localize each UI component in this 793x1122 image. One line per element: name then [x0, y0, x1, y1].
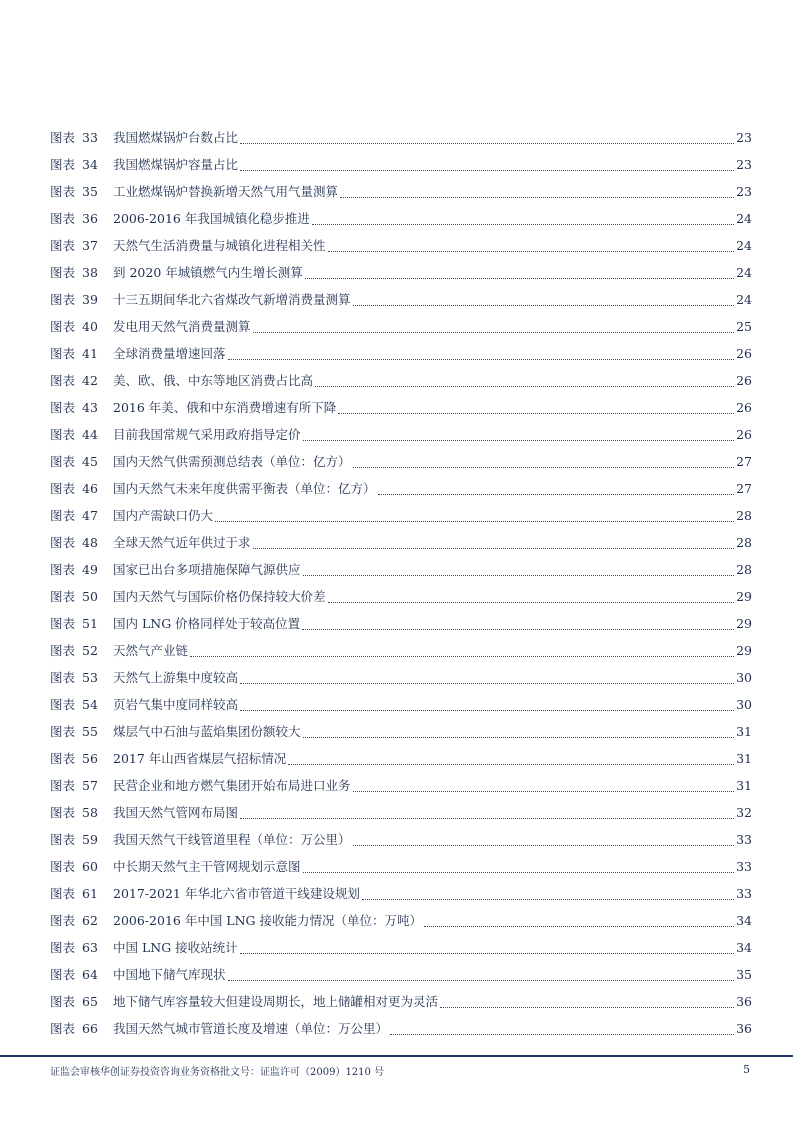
toc-entry[interactable] — [50, 826, 752, 853]
toc-entry-leader — [228, 979, 734, 981]
toc-entry-page: 23 — [736, 184, 752, 199]
toc-entry[interactable] — [50, 583, 752, 610]
toc-entry-prefix: 图表 — [50, 373, 76, 388]
toc-entry-leader — [240, 817, 734, 819]
toc-entry-prefix: 图表 — [50, 670, 76, 685]
toc-entry-leader — [440, 1006, 734, 1008]
toc-entry-leader — [303, 871, 734, 873]
toc-entry-leader — [378, 493, 734, 495]
toc-entry-number: 60 — [82, 859, 98, 874]
toc-entry-page: 25 — [736, 319, 752, 334]
toc-entry-leader — [362, 898, 734, 900]
toc-entry-title: 我国天然气干线管道里程（单位：万公里） — [113, 832, 351, 847]
toc-entry-leader — [353, 304, 734, 306]
toc-entry-prefix: 图表 — [50, 643, 76, 658]
toc-entry-number: 44 — [82, 427, 98, 442]
toc-entry-leader — [240, 682, 734, 684]
toc-entry-prefix: 图表 — [50, 562, 76, 577]
toc-entry-leader — [240, 169, 734, 171]
toc-entry-page: 24 — [736, 265, 752, 280]
toc-entry-title: 全球天然气近年供过于求 — [113, 535, 251, 550]
toc-entry-leader — [253, 547, 734, 549]
toc-entry-page: 26 — [736, 373, 752, 388]
toc-entry-page: 23 — [736, 130, 752, 145]
toc-entry-title: 2006-2016 年我国城镇化稳步推进 — [113, 211, 310, 226]
toc-entry[interactable] — [50, 772, 752, 799]
toc-entry-page: 27 — [736, 454, 752, 469]
toc-entry-prefix: 图表 — [50, 292, 76, 307]
toc-entry-page: 34 — [736, 913, 752, 928]
toc-entry-title: 我国天然气管网布局图 — [113, 805, 239, 820]
toc-entry-leader — [303, 736, 734, 738]
toc-entry-title: 我国燃煤锅炉容量占比 — [113, 157, 239, 172]
toc-entry[interactable] — [50, 259, 752, 286]
toc-entry-page: 30 — [736, 670, 752, 685]
toc-entry-page: 24 — [736, 238, 752, 253]
toc-entry-number: 58 — [82, 805, 98, 820]
toc-entry[interactable] — [50, 475, 752, 502]
toc-entry-prefix: 图表 — [50, 481, 76, 496]
toc-entry-page: 29 — [736, 589, 752, 604]
toc-entry-page: 36 — [736, 994, 752, 1009]
toc-entry[interactable] — [50, 286, 752, 313]
toc-entry[interactable] — [50, 421, 752, 448]
toc-entry[interactable] — [50, 232, 752, 259]
toc-entry-page: 35 — [736, 967, 752, 982]
toc-entry-prefix: 图表 — [50, 400, 76, 415]
toc-entry-leader — [253, 331, 734, 333]
footer-divider — [0, 1055, 793, 1057]
toc-entry-page: 33 — [736, 886, 752, 901]
toc-entry-title: 国家已出台多项措施保障气源供应 — [113, 562, 301, 577]
toc-entry-prefix: 图表 — [50, 265, 76, 280]
toc-entry-title: 2006-2016 年中国 LNG 接收能力情况（单位：万吨） — [113, 913, 422, 928]
toc-entry-number: 61 — [82, 886, 98, 901]
toc-entry[interactable] — [50, 637, 752, 664]
toc-entry-number: 35 — [82, 184, 98, 199]
toc-entry[interactable] — [50, 340, 752, 367]
toc-entry-page: 23 — [736, 157, 752, 172]
toc-entry-prefix: 图表 — [50, 184, 76, 199]
toc-entry-title: 发电用天然气消费量测算 — [113, 319, 251, 334]
toc-entry-prefix: 图表 — [50, 130, 76, 145]
toc-entry-number: 36 — [82, 211, 98, 226]
toc-entry-prefix: 图表 — [50, 751, 76, 766]
toc-entry-prefix: 图表 — [50, 832, 76, 847]
toc-entry[interactable] — [50, 691, 752, 718]
toc-entry-leader — [240, 142, 734, 144]
toc-entry-number: 41 — [82, 346, 98, 361]
toc-entry-title: 中国 LNG 接收站统计 — [113, 940, 238, 955]
toc-entry-leader — [353, 466, 734, 468]
toc-entry-title: 十三五期间华北六省煤改气新增消费量测算 — [113, 292, 351, 307]
toc-entry-number: 56 — [82, 751, 98, 766]
toc-entry-leader — [288, 763, 734, 765]
toc-entry-title: 2017 年山西省煤层气招标情况 — [113, 751, 287, 766]
toc-entry-number: 33 — [82, 130, 98, 145]
toc-entry-page: 33 — [736, 832, 752, 847]
toc-entry-title: 美、欧、俄、中东等地区消费占比高 — [113, 373, 314, 388]
toc-entry-leader — [315, 385, 734, 387]
toc-entry-leader — [305, 277, 734, 279]
toc-entry-number: 52 — [82, 643, 98, 658]
toc-entry[interactable] — [50, 529, 752, 556]
toc-entry-page: 24 — [736, 211, 752, 226]
toc-entry-leader — [328, 250, 734, 252]
toc-entry-title: 页岩气集中度同样较高 — [113, 697, 239, 712]
toc-entry-number: 48 — [82, 535, 98, 550]
toc-entry-number: 50 — [82, 589, 98, 604]
toc-entry[interactable] — [50, 205, 752, 232]
toc-entry-page: 28 — [736, 535, 752, 550]
toc-entry-prefix: 图表 — [50, 724, 76, 739]
toc-entry-title: 煤层气中石油与蓝焰集团份额较大 — [113, 724, 301, 739]
toc-entry-number: 57 — [82, 778, 98, 793]
toc-entry-prefix: 图表 — [50, 238, 76, 253]
toc-entry-page: 26 — [736, 427, 752, 442]
toc-entry-number: 42 — [82, 373, 98, 388]
toc-entry[interactable] — [50, 448, 752, 475]
toc-entry-leader — [240, 709, 734, 711]
toc-entry[interactable] — [50, 853, 752, 880]
toc-entry-page: 30 — [736, 697, 752, 712]
toc-entry-title: 工业燃煤锅炉替换新增天然气用气量测算 — [113, 184, 339, 199]
toc-entry-number: 38 — [82, 265, 98, 280]
toc-entry-page: 31 — [736, 778, 752, 793]
toc-entry-number: 43 — [82, 400, 98, 415]
toc-entry-title: 2017-2021 年华北六省市管道干线建设规划 — [113, 886, 360, 901]
toc-entry-number: 53 — [82, 670, 98, 685]
toc-entry-page: 31 — [736, 724, 752, 739]
toc-entry-number: 51 — [82, 616, 98, 631]
toc-entry-number: 65 — [82, 994, 98, 1009]
toc-entry-prefix: 图表 — [50, 805, 76, 820]
toc-entry-leader — [302, 628, 734, 630]
toc-entry-prefix: 图表 — [50, 454, 76, 469]
toc-entry-page: 26 — [736, 400, 752, 415]
toc-entry-page: 33 — [736, 859, 752, 874]
toc-entry-leader — [190, 655, 734, 657]
toc-entry-leader — [353, 844, 734, 846]
toc-entry-number: 46 — [82, 481, 98, 496]
table-of-figures — [50, 124, 752, 1042]
toc-entry-number: 45 — [82, 454, 98, 469]
toc-entry-title: 天然气生活消费量与城镇化进程相关性 — [113, 238, 326, 253]
toc-entry-leader — [390, 1033, 734, 1035]
toc-entry-title: 全球消费量增速回落 — [113, 346, 226, 361]
toc-entry-leader — [328, 601, 734, 603]
toc-entry-page: 32 — [736, 805, 752, 820]
toc-entry-number: 34 — [82, 157, 98, 172]
toc-entry-number: 40 — [82, 319, 98, 334]
toc-entry-title: 民营企业和地方燃气集团开始布局进口业务 — [113, 778, 351, 793]
toc-entry-number: 59 — [82, 832, 98, 847]
toc-entry-page: 29 — [736, 616, 752, 631]
toc-entry[interactable] — [50, 718, 752, 745]
toc-entry-title: 地下储气库容量较大但建设周期长，地上储罐相对更为灵活 — [113, 994, 439, 1009]
toc-entry[interactable] — [50, 745, 752, 772]
toc-entry[interactable] — [50, 610, 752, 637]
toc-entry-number: 64 — [82, 967, 98, 982]
toc-entry[interactable] — [50, 367, 752, 394]
toc-entry-number: 55 — [82, 724, 98, 739]
toc-entry-leader — [303, 439, 734, 441]
toc-entry-prefix: 图表 — [50, 1021, 76, 1036]
toc-entry-prefix: 图表 — [50, 994, 76, 1009]
toc-entry-title: 中国地下储气库现状 — [113, 967, 226, 982]
toc-entry-prefix: 图表 — [50, 346, 76, 361]
toc-entry-prefix: 图表 — [50, 697, 76, 712]
toc-entry-prefix: 图表 — [50, 913, 76, 928]
toc-entry-number: 66 — [82, 1021, 98, 1036]
toc-entry[interactable] — [50, 961, 752, 988]
toc-entry-title: 天然气产业链 — [113, 643, 189, 658]
toc-entry-leader — [338, 412, 734, 414]
toc-entry-prefix: 图表 — [50, 778, 76, 793]
toc-entry[interactable] — [50, 799, 752, 826]
toc-entry[interactable] — [50, 664, 752, 691]
toc-entry-page: 29 — [736, 643, 752, 658]
toc-entry[interactable] — [50, 934, 752, 961]
toc-entry[interactable] — [50, 1015, 752, 1042]
toc-entry-leader — [312, 223, 734, 225]
toc-entry-prefix: 图表 — [50, 211, 76, 226]
toc-entry-page: 34 — [736, 940, 752, 955]
toc-entry-prefix: 图表 — [50, 616, 76, 631]
toc-entry[interactable] — [50, 988, 752, 1015]
toc-entry-leader — [303, 574, 734, 576]
toc-entry-prefix: 图表 — [50, 535, 76, 550]
toc-entry-page: 24 — [736, 292, 752, 307]
toc-entry-number: 49 — [82, 562, 98, 577]
toc-entry-prefix: 图表 — [50, 157, 76, 172]
toc-entry-page: 28 — [736, 562, 752, 577]
toc-entry-leader — [240, 952, 734, 954]
footer-disclaimer: 证监会审核华创证券投资咨询业务资格批文号：证监许可（2009）1210 号 — [50, 1067, 385, 1078]
toc-entry[interactable] — [50, 907, 752, 934]
toc-entry-title: 国内产需缺口仍大 — [113, 508, 214, 523]
toc-entry-page: 31 — [736, 751, 752, 766]
toc-entry-leader — [340, 196, 734, 198]
toc-entry-number: 54 — [82, 697, 98, 712]
toc-entry[interactable] — [50, 880, 752, 907]
toc-entry[interactable] — [50, 151, 752, 178]
toc-entry-title: 国内天然气未来年度供需平衡表（单位：亿方） — [113, 481, 376, 496]
toc-entry-title: 2016 年美、俄和中东消费增速有所下降 — [113, 400, 337, 415]
toc-entry-leader — [353, 790, 734, 792]
toc-entry-leader — [215, 520, 734, 522]
toc-entry[interactable] — [50, 394, 752, 421]
toc-entry-title: 国内天然气供需预测总结表（单位：亿方） — [113, 454, 351, 469]
toc-entry-number: 62 — [82, 913, 98, 928]
page-number: 5 — [743, 1063, 750, 1076]
toc-entry-prefix: 图表 — [50, 967, 76, 982]
toc-entry[interactable] — [50, 502, 752, 529]
toc-entry-title: 我国天然气城市管道长度及增速（单位：万公里） — [113, 1021, 389, 1036]
toc-entry-prefix: 图表 — [50, 508, 76, 523]
toc-entry-leader — [228, 358, 734, 360]
toc-entry-title: 我国燃煤锅炉台数占比 — [113, 130, 239, 145]
toc-entry[interactable] — [50, 556, 752, 583]
toc-entry-page: 36 — [736, 1021, 752, 1036]
toc-entry-title: 国内天然气与国际价格仍保持较大价差 — [113, 589, 326, 604]
toc-entry-title: 目前我国常规气采用政府指导定价 — [113, 427, 301, 442]
toc-entry-number: 63 — [82, 940, 98, 955]
toc-entry[interactable] — [50, 124, 752, 151]
toc-entry-prefix: 图表 — [50, 427, 76, 442]
toc-entry-title: 国内 LNG 价格同样处于较高位置 — [113, 616, 301, 631]
toc-entry[interactable] — [50, 178, 752, 205]
toc-entry-title: 天然气上游集中度较高 — [113, 670, 239, 685]
toc-entry-title: 中长期天然气主干管网规划示意图 — [113, 859, 301, 874]
toc-entry-number: 37 — [82, 238, 98, 253]
toc-entry-number: 47 — [82, 508, 98, 523]
toc-entry-title: 到 2020 年城镇燃气内生增长测算 — [113, 265, 303, 280]
toc-entry-prefix: 图表 — [50, 589, 76, 604]
toc-entry-page: 27 — [736, 481, 752, 496]
toc-entry[interactable] — [50, 313, 752, 340]
toc-entry-prefix: 图表 — [50, 886, 76, 901]
toc-entry-page: 28 — [736, 508, 752, 523]
toc-entry-page: 26 — [736, 346, 752, 361]
toc-entry-prefix: 图表 — [50, 859, 76, 874]
toc-entry-prefix: 图表 — [50, 940, 76, 955]
toc-entry-number: 39 — [82, 292, 98, 307]
toc-entry-leader — [424, 925, 734, 927]
toc-entry-prefix: 图表 — [50, 319, 76, 334]
